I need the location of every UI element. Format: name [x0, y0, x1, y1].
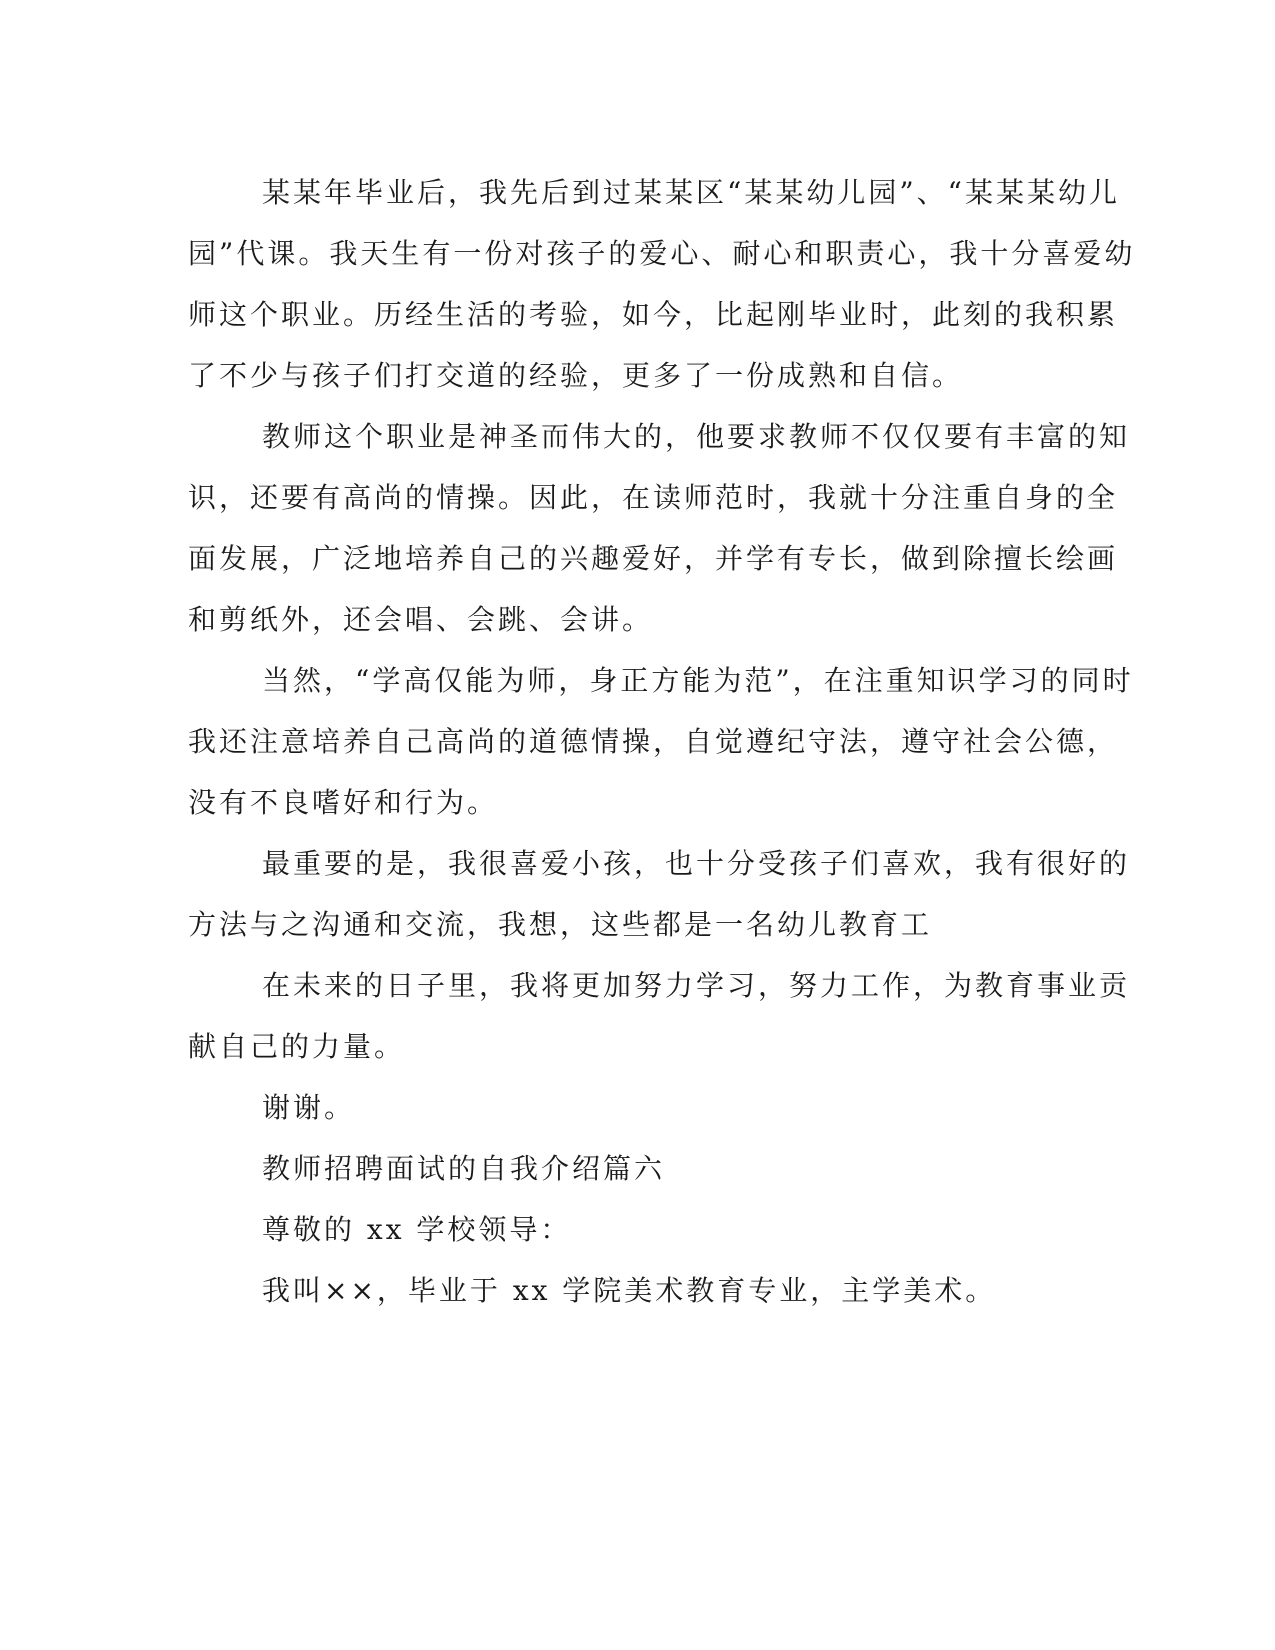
text-line: 没有不良嗜好和行为。: [188, 786, 499, 819]
salutation: [188, 1199, 1088, 1260]
section-heading: [188, 1138, 1088, 1199]
document-body: [188, 162, 1136, 1321]
text-line: 我还注意培养自己高尚的道德情操，自觉遵纪守法，遵守社会公德，: [188, 725, 1119, 758]
paragraph: [188, 162, 1136, 406]
text-line: 教师这个职业是神圣而伟大的，他要求教师不仅仅要有丰富的知: [262, 420, 1131, 453]
text-line: 献自己的力量。: [188, 1030, 406, 1063]
text-line: 在未来的日子里，我将更加努力学习，努力工作，为教育事业贡: [262, 969, 1131, 1002]
paragraph: [188, 1260, 1088, 1321]
text-line: 识，还要有高尚的情操。因此，在读师范时，我就十分注重自身的全: [188, 481, 1119, 514]
text-line: 了不少与孩子们打交道的经验，更多了一份成熟和自信。: [188, 359, 964, 392]
text-line: 最重要的是，我很喜爱小孩，也十分受孩子们喜欢，我有很好的: [262, 847, 1131, 880]
paragraph: [188, 833, 1131, 955]
paragraph: [188, 406, 1131, 650]
text-line: 面发展，广泛地培养自己的兴趣爱好，并学有专长，做到除擅长绘画: [188, 542, 1119, 575]
paragraph: [188, 650, 1134, 833]
text-line: 和剪纸外，还会唱、会跳、会讲。: [188, 603, 654, 636]
text-line: 园”代课。我天生有一份对孩子的爱心、耐心和职责心，我十分喜爱幼: [188, 237, 1136, 270]
text-line: 方法与之沟通和交流，我想，这些都是一名幼儿教育工: [188, 908, 933, 941]
text-line: 谢谢。: [262, 1091, 356, 1124]
text-line: 我叫××，毕业于 xx 学院美术教育专业，主学美术。: [262, 1274, 997, 1307]
paragraph: [188, 1077, 1088, 1138]
paragraph: [188, 955, 1131, 1077]
text-line: 当然，“学高仅能为师，身正方能为范”，在注重知识学习的同时: [262, 664, 1134, 697]
text-line: 尊敬的 xx 学校领导：: [262, 1213, 572, 1246]
text-line: 教师招聘面试的自我介绍篇六: [262, 1152, 666, 1185]
text-line: 师这个职业。历经生活的考验，如今，比起刚毕业时，此刻的我积累: [188, 298, 1119, 331]
text-line: 某某年毕业后，我先后到过某某区“某某幼儿园”、“某某某幼儿: [262, 176, 1120, 209]
